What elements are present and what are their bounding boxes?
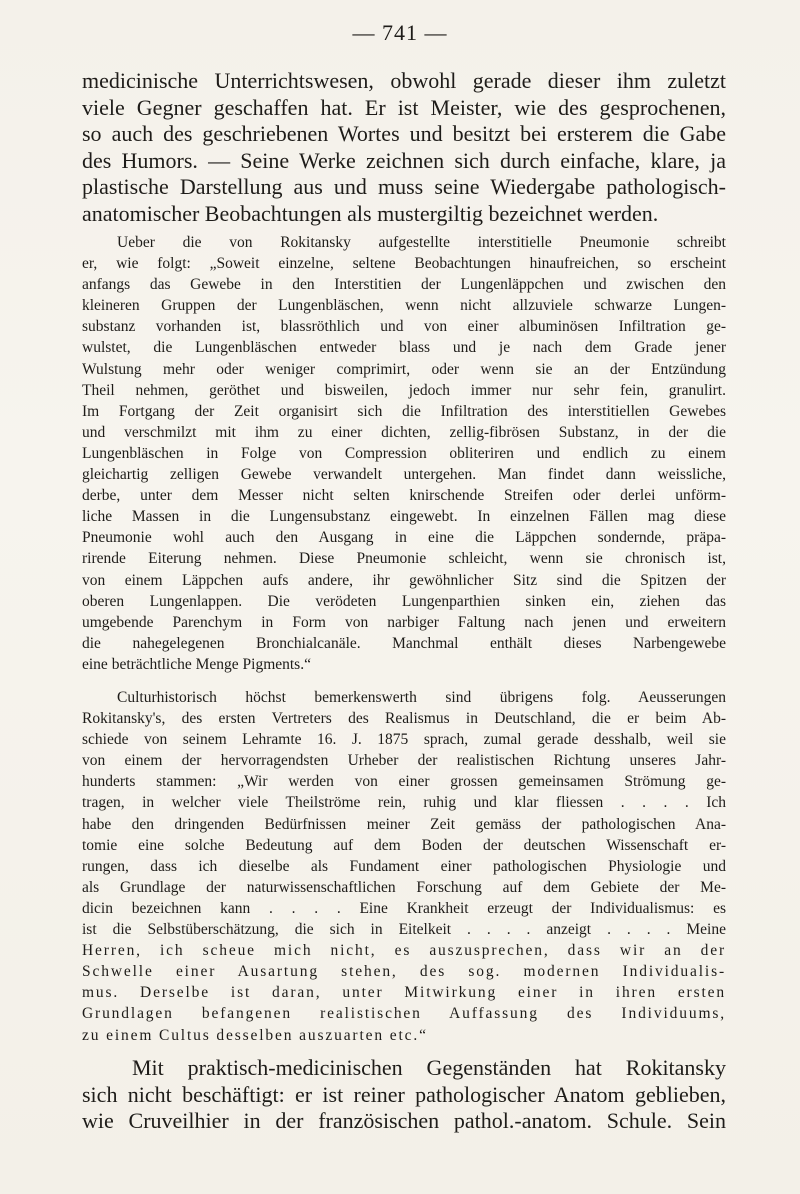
text-line: Wulstung mehr oder weniger comprimirt, oder wenn sie an der Entzündung [82,360,726,378]
text-line: eine beträchtliche Menge Pigments.“ [82,655,311,673]
text-line-spaced: zu einem Cultus desselben auszuarten etc.“ [82,1026,428,1044]
text-line: von einem der hervorragendsten Urheber der realistischen Richtung unseres Jahr- [82,752,726,770]
text-line: anatomischer Beobachtungen als mustergiltig bezeichnet werden. [82,200,659,226]
farewell-speech-paragraph [82,687,726,1046]
page-number: — 741 — [352,20,448,45]
text-line: dicin bezeichnen kann . . . . Eine Krankheit erzeugt der Individualismus: es [82,899,726,917]
text-line: Rokitansky's, des ersten Vertreters des Realismus in Deutschland, die er beim Ab- [82,710,726,728]
text-line: medicinische Unterrichtswesen, obwohl gerade dieser ihm zuletzt [82,68,726,93]
text-line-spaced: Schwelle einer Ausartung stehen, des sog. modernen Individualis- [82,963,726,981]
text-line: schiede von seinem Lehramte 16. J. 1875 sprach, zumal gerade desshalb, weil sie [82,731,726,749]
text-line-spaced: Herren, ich scheue mich nicht, es auszusprechen, dass wir an der [82,942,726,960]
text-line: viele Gegner geschaffen hat. Er ist Meister, wie des gesprochenen, [82,94,726,120]
text-line-spaced: mus. Derselbe ist daran, unter Mitwirkung einer in ihren ersten [82,984,726,1002]
text-line: habe den dringenden Bedürfnissen meiner Zeit gemäss der pathologischen Ana- [82,815,726,833]
text-line: substanz vorhanden ist, blassröthlich und von einer albuminösen Infiltration ge- [82,318,726,336]
text-line: tragen, in welcher viele Theilströme rein, ruhig und klar fliessen . . . . Ich [82,794,726,812]
text-line: die nahegelegenen Bronchialcanäle. Manchmal enthält dieses Narbengewebe [82,634,726,652]
text-line: anfangs das Gewebe in den Interstitien der Lungenläppchen und zwischen den [82,276,726,294]
text-line: so auch des geschriebenen Wortes und besitzt bei ersterem die Gabe [82,121,726,146]
text-line: rungen, dass ich dieselbe als Fundament einer pathologischen Physiologie und [82,857,726,875]
text-line: plastische Darstellung aus und muss seine Wiedergabe pathologisch- [82,174,726,199]
text-line: rirende Eiterung nehmen. Diese Pneumonie schleicht, wenn sie chronisch ist, [82,550,726,568]
text-line: ist die Selbstüberschätzung, die sich in Eitelkeit . . . . anzeigt . . . . Meine [82,921,726,939]
text-line: Im Fortgang der Zeit organisirt sich die Infiltration des interstitiellen Gewebes [82,402,726,420]
text-line: von einem Läppchen aufs andere, ihr gewöhnlicher Sitz sind die Spitzen der [82,571,726,589]
closing-paragraph [82,1055,726,1135]
intro-paragraph [82,68,726,227]
text-line: als Grundlage der naturwissenschaftlichen Forschung auf dem Gebiete der Me- [82,878,726,896]
text-line: er, wie folgt: „Soweit einzelne, seltene Beobachtungen hinaufreichen, so erscheint [82,255,726,273]
pneumonia-quote-paragraph [82,232,726,675]
text-line: Pneumonie wohl auch den Ausgang in eine die Läppchen sondernde, präpa- [82,529,726,547]
text-line: gleichartig zelligen Gewebe verwandelt untergehen. Man findet dann weissliche, [82,466,726,484]
text-line: Lungenbläschen in Folge von Compression obliteriren und endlich zu einem [82,444,726,462]
text-line: des Humors. — Seine Werke zeichnen sich durch einfache, klare, ja [82,147,726,173]
text-line: umgebende Parenchym in Form von narbiger Faltung nach jenen und erweitern [82,613,726,631]
text-line: liche Massen in die Lungensubstanz eingewebt. In einzelnen Fällen mag diese [82,508,726,526]
text-line: Ueber die von Rokitansky aufgestellte interstitielle Pneumonie schreibt [117,234,726,251]
text-line: derbe, unter dem Messer nicht selten knirschende Streifen oder derlei unförm- [82,487,726,505]
text-line: und verschmilzt mit ihm zu einer dichten, zellig-fibrösen Substanz, in der die [82,423,726,441]
text-line: wie Cruveilhier in der französischen pathol.-anatom. Schule. Sein [82,1108,726,1133]
text-line: tomie eine solche Bedeutung auf dem Boden der deutschen Wissenschaft er- [82,836,726,854]
text-line: sich nicht beschäftigt: er ist reiner pathologischer Anatom geblieben, [82,1081,726,1107]
text-line: Theil nehmen, geröthet und bisweilen, jedoch immer nur sehr fein, granulirt. [82,381,726,399]
text-line: kleineren Gruppen der Lungenbläschen, wenn nicht allzuviele schwarze Lungen- [82,297,726,315]
text-line: wulstet, die Lungenbläschen entweder blass und je nach dem Grade jener [82,339,726,357]
text-line: hunderts stammen: „Wir werden von einer grossen gemeinsamen Strömung ge- [82,773,726,791]
text-line: Culturhistorisch höchst bemerkenswerth sind übrigens folg. Aeusserungen [117,689,726,706]
text-line: Mit praktisch-medicinischen Gegenständen hat Rokitansky [132,1055,726,1080]
text-line: oberen Lungenlappen. Die verödeten Lungenparthien sinken ein, ziehen das [82,592,726,610]
text-line-spaced: Grundlagen befangenen realistischen Auffassung des Individuums, [82,1005,726,1023]
